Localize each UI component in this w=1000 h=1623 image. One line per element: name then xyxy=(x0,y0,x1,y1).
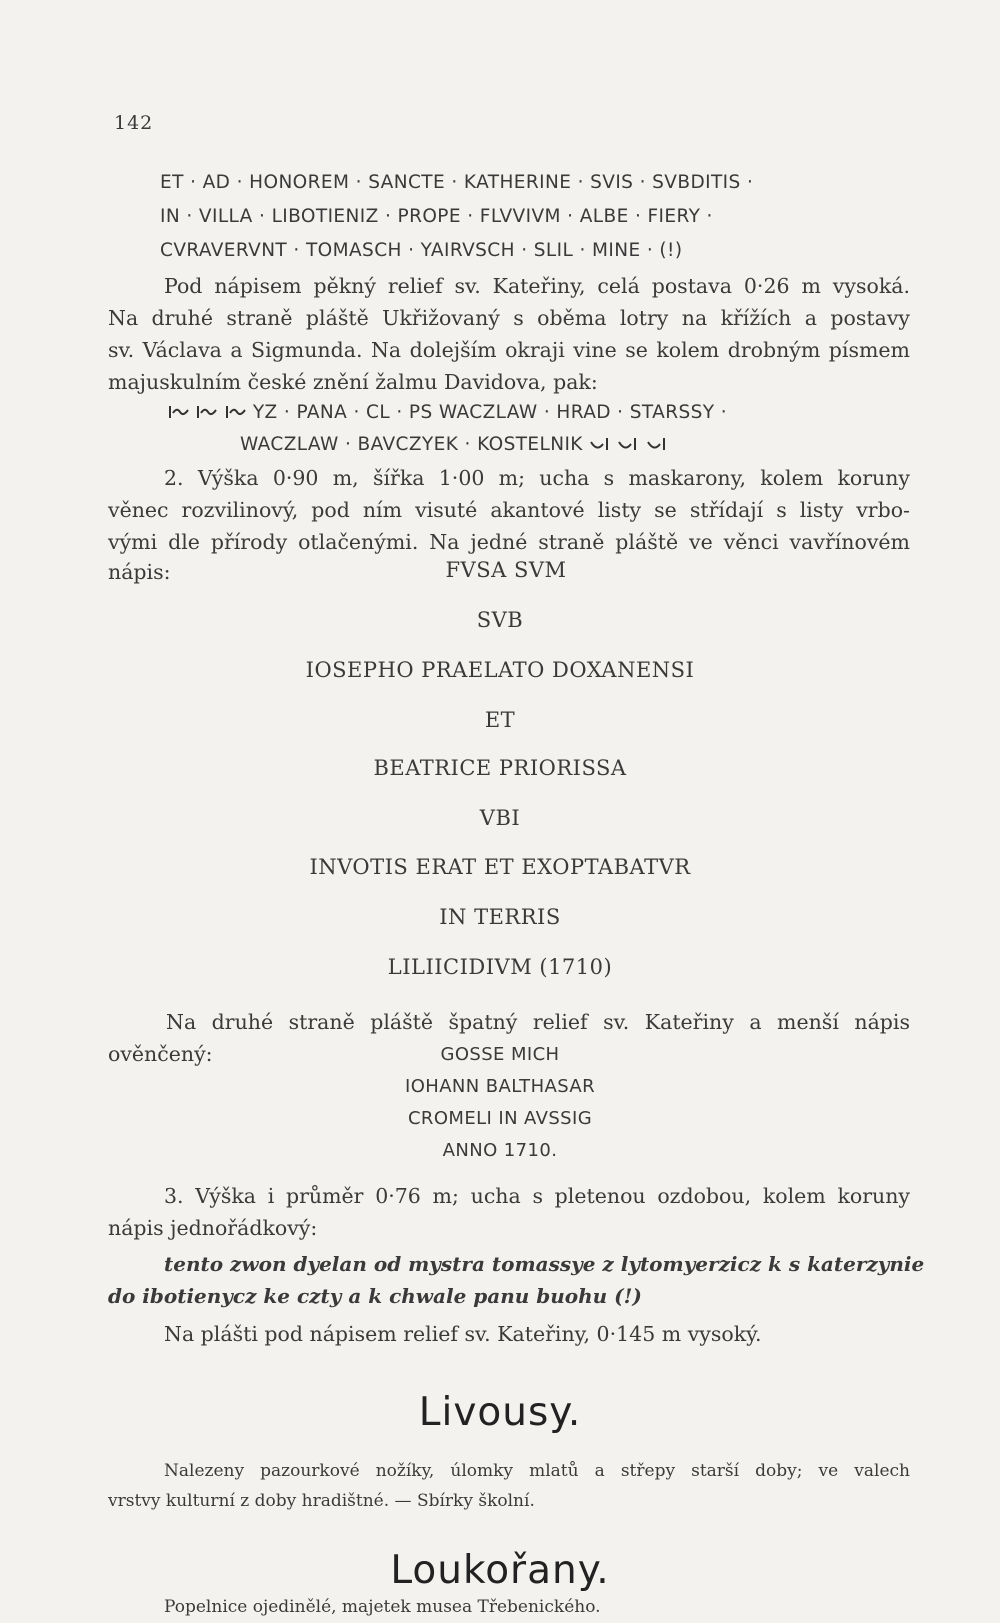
inscription-line: IN TERRIS xyxy=(439,905,561,929)
paragraph-line: Na plášti pod nápisem relief sv. Kateřiny, 0·145 m vysoký. xyxy=(164,1322,762,1346)
paragraph-line: věnec rozvilinový, pod ním visuté akantové listy se střídají s listy vrbo- xyxy=(108,498,910,522)
inscription-line: INVOTIS ERAT ET EXOPTABATVR xyxy=(309,855,691,879)
cup-ornament-icon xyxy=(646,436,668,452)
inscription-text: YZ · PANA · CL · PS WACZLAW · HRAD · STARSSY · xyxy=(252,402,728,423)
paragraph-line: majuskulním české znění žalmu Davidova, pak: xyxy=(108,370,598,394)
paragraph-line: ověnčený: xyxy=(108,1042,213,1066)
section-heading: Livousy. xyxy=(418,1390,582,1435)
inscription-line: IOHANN BALTHASAR xyxy=(404,1076,595,1097)
paragraph-line: vými dle přírody otlačenými. Na jedné straně pláště ve věnci vavřínovém xyxy=(108,530,910,554)
inscription-line: GOSSE MICH xyxy=(440,1044,560,1065)
paragraph-line: nápis: xyxy=(108,560,171,584)
gothic-inscription-line: do ibotienycz ke czty a k chwale panu buohu (!) xyxy=(108,1284,642,1308)
tilde-ornament-icon xyxy=(196,404,218,420)
paragraph-line: sv. Václava a Sigmunda. Na dolejším okraji vine se kolem drobným písmem xyxy=(108,338,910,362)
inscription-line: VBI xyxy=(479,806,521,830)
gothic-inscription-line: tento zwon dyelan od mystra tomassye z lytomyerzicz k s katerzynie xyxy=(164,1252,925,1276)
tilde-ornament-icon xyxy=(168,404,190,420)
inscription-line: LILIICIDIVM (1710) xyxy=(387,955,613,979)
inscription-line xyxy=(240,434,668,455)
inscription-line: IN · VILLA · LIBOTIENIZ · PROPE · FLVVIVM · ALBE · FIERY · xyxy=(160,206,713,227)
inscription-line: BEATRICE PRIORISSA xyxy=(373,756,627,780)
inscription-line: ET xyxy=(484,708,516,732)
page-number: 142 xyxy=(114,112,154,134)
inscription-line: SVB xyxy=(476,608,524,632)
inscription-line: ANNO 1710. xyxy=(442,1140,558,1161)
paragraph-line: 3. Výška i průměr 0·76 m; ucha s pletenou ozdobou, kolem koruny xyxy=(164,1184,910,1208)
inscription-line: CROMELI IN AVSSIG xyxy=(407,1108,593,1129)
inscription-line: IOSEPHO PRAELATO DOXANENSI xyxy=(305,658,695,682)
section-text: Popelnice ojedinělé, majetek musea Třebenického. xyxy=(164,1597,601,1617)
inscription-text: WACZLAW · BAVCZYEK · KOSTELNIK xyxy=(240,434,583,455)
inscription-line xyxy=(168,402,727,423)
cup-ornament-icon xyxy=(589,436,611,452)
inscription-line: ET · AD · HONOREM · SANCTE · KATHERINE · SVIS · SVBDITIS · xyxy=(160,172,754,193)
paragraph-line: Na druhé straně pláště Ukřižovaný s oběma lotry na křížích a postavy xyxy=(108,306,910,330)
inscription-line: CVRAVERVNT · TOMASCH · YAIRVSCH · SLIL · MINE · (!) xyxy=(160,240,683,261)
paragraph-line: nápis jednořádkový: xyxy=(108,1216,318,1240)
section-text: vrstvy kulturní z doby hradištné. — Sbírky školní. xyxy=(108,1491,535,1511)
inscription-line: FVSA SVM xyxy=(445,558,567,582)
section-heading: Loukořany. xyxy=(390,1548,610,1593)
paragraph-line: Pod nápisem pěkný relief sv. Kateřiny, celá postava 0·26 m vysoká. xyxy=(164,274,910,298)
cup-ornament-icon xyxy=(617,436,639,452)
paragraph-line: Na druhé straně pláště špatný relief sv. Kateřiny a menší nápis xyxy=(166,1010,910,1034)
section-text: Nalezeny pazourkové nožíky, úlomky mlatů a střepy starší doby; ve valech xyxy=(164,1461,910,1481)
paragraph-line: 2. Výška 0·90 m, šířka 1·00 m; ucha s maskarony, kolem koruny xyxy=(164,466,910,490)
tilde-ornament-icon xyxy=(225,404,247,420)
